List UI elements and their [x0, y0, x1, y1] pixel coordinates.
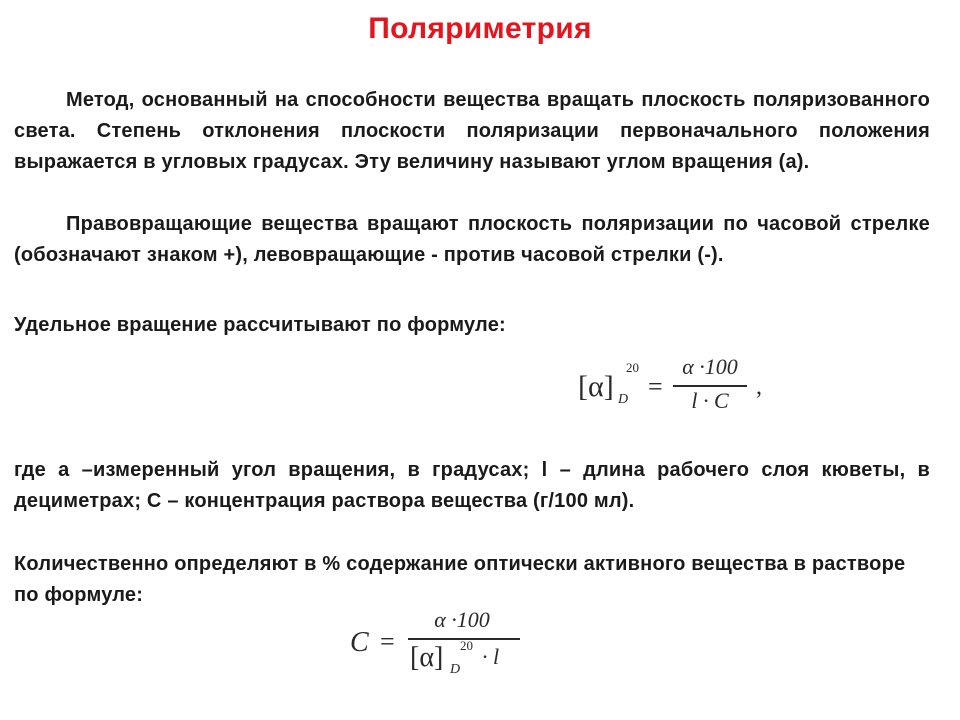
- formula1-denominator: l · C: [691, 388, 729, 413]
- formula2-equals: =: [380, 627, 395, 656]
- slide-title: Поляриметрия: [368, 12, 592, 45]
- formula1-superscript: 20: [626, 360, 639, 375]
- paragraph-variable-definitions: где а –измеренный угол вращения, в градусах; l – длина рабочего слоя кюветы, в дециметрах; С – концентрация раствора вещества (г/100 мл).: [14, 459, 930, 512]
- formula-specific-rotation: [578, 348, 788, 420]
- paragraph-rotation-direction: Правовращающие вещества вращают плоскость поляризации по часовой стрелке (обозначают знаком +), левовращающие - против часовой стрелки (-).: [14, 213, 930, 266]
- paragraph-specific-rotation: Удельное вращение рассчитывают по формуле:: [14, 314, 506, 336]
- formula2-denominator: [410, 638, 530, 677]
- formula2-subscript: D: [450, 662, 461, 677]
- formula2-numerator: α ·100: [434, 607, 490, 632]
- formula-concentration: [350, 605, 550, 685]
- paragraph-quantitative: Количественно определяют в % содержание оптически активного вещества в растворе по формуле:: [14, 553, 906, 606]
- formula1-fraction-bar: [673, 385, 747, 387]
- formula2-superscript: 20: [460, 638, 473, 653]
- formula2-lhs: C: [350, 627, 369, 658]
- formula2-bracket: [α]: [410, 642, 444, 673]
- formula1-numerator: α ·100: [682, 354, 738, 379]
- paragraph-method: Метод, основанный на способности вещества вращать плоскость поляризованного света. Степень отклонения плоскости поляризации первоначального положения выражается в угловых градусах. Эту величину называют углом вращения (а).: [14, 89, 930, 173]
- formula1-equals: =: [648, 372, 663, 401]
- formula2-tail: · l: [482, 644, 500, 669]
- formula1-comma: ,: [756, 374, 762, 400]
- formula1-bracket: [α]: [578, 370, 614, 403]
- formula1-subscript: D: [618, 392, 629, 407]
